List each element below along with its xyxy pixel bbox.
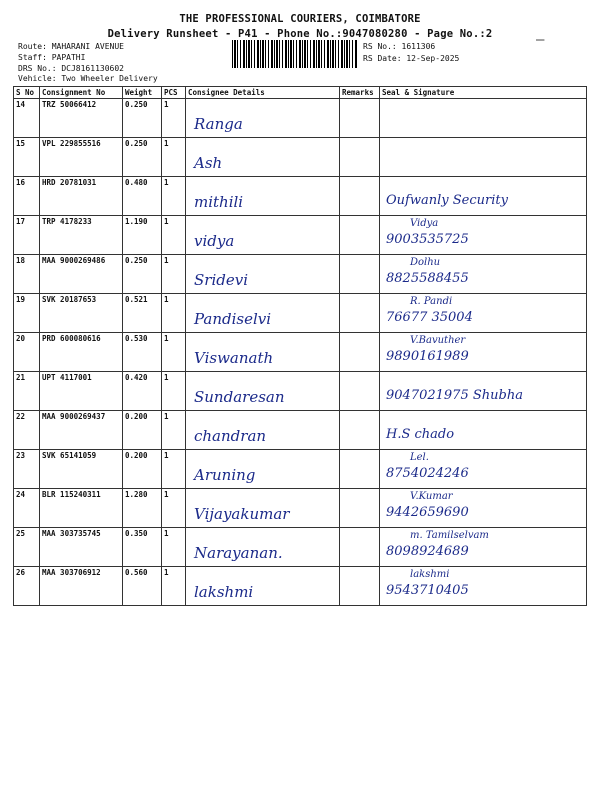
- row-consignment-no: TRP 4178233: [40, 216, 123, 255]
- row-pcs: 1: [162, 450, 186, 489]
- signature-name: V.Kumar: [410, 491, 453, 502]
- rs-date: RS Date: 12-Sep-2025: [363, 54, 460, 63]
- row-pcs: 1: [162, 333, 186, 372]
- row-pcs: 1: [162, 294, 186, 333]
- signature-name: R. Pandi: [410, 296, 453, 307]
- row-remarks: [340, 333, 380, 372]
- consignee-handwriting: Pandiselvi: [194, 310, 272, 328]
- row-weight: 0.350: [123, 528, 162, 567]
- row-sno: 23: [14, 450, 40, 489]
- row-sno: 26: [14, 567, 40, 606]
- row-consignee: [186, 372, 340, 411]
- row-weight: 0.250: [123, 99, 162, 138]
- table-row: [14, 411, 587, 450]
- signature-name: Lel.: [410, 452, 429, 463]
- signature-name: Vidya: [410, 218, 439, 229]
- row-weight: 0.560: [123, 567, 162, 606]
- row-consignee: [186, 255, 340, 294]
- row-consignee: [186, 216, 340, 255]
- row-consignment-no: VPL 229855516: [40, 138, 123, 177]
- staff-label: Staff: PAPATHI: [18, 53, 86, 62]
- consignee-handwriting: vidya: [194, 232, 235, 250]
- row-pcs: 1: [162, 255, 186, 294]
- signature-name: Dolhu: [410, 257, 441, 268]
- row-sno: 15: [14, 138, 40, 177]
- row-consignment-no: MAA 303735745: [40, 528, 123, 567]
- consignee-handwriting: chandran: [194, 427, 267, 445]
- row-pcs: 1: [162, 372, 186, 411]
- row-weight: 0.250: [123, 255, 162, 294]
- row-sno: 16: [14, 177, 40, 216]
- consignee-handwriting: Ash: [194, 154, 223, 172]
- row-consignment-no: BLR 115240311: [40, 489, 123, 528]
- row-consignee: [186, 411, 340, 450]
- row-seal-signature: [380, 216, 587, 255]
- row-consignee: [186, 99, 340, 138]
- consignee-handwriting: mithili: [194, 193, 244, 211]
- row-consignment-no: SVK 65141059: [40, 450, 123, 489]
- table-row: [14, 138, 587, 177]
- table-row: [14, 255, 587, 294]
- row-weight: 1.190: [123, 216, 162, 255]
- signature-phone: 9543710405: [386, 583, 469, 598]
- signature-phone: H.S chado: [386, 427, 455, 442]
- row-consignment-no: SVK 20187653: [40, 294, 123, 333]
- table-row: [14, 294, 587, 333]
- row-remarks: [340, 294, 380, 333]
- table-row: [14, 372, 587, 411]
- table-row: [14, 99, 587, 138]
- row-consignment-no: MAA 303706912: [40, 567, 123, 606]
- row-weight: 1.280: [123, 489, 162, 528]
- row-weight: 0.530: [123, 333, 162, 372]
- col-sno: S No: [14, 87, 40, 99]
- table-row: [14, 528, 587, 567]
- row-consignee: [186, 333, 340, 372]
- col-weight: Weight: [123, 87, 162, 99]
- row-seal-signature: [380, 99, 587, 138]
- signature-phone: 9442659690: [386, 505, 469, 520]
- row-sno: 20: [14, 333, 40, 372]
- row-seal-signature: [380, 372, 587, 411]
- row-remarks: [340, 567, 380, 606]
- row-pcs: 1: [162, 216, 186, 255]
- row-sno: 22: [14, 411, 40, 450]
- row-remarks: [340, 177, 380, 216]
- signature-phone: 8754024246: [386, 466, 469, 481]
- table-row: [14, 450, 587, 489]
- row-sno: 25: [14, 528, 40, 567]
- row-pcs: 1: [162, 528, 186, 567]
- runsheet-subtitle: Delivery Runsheet - P41 - Phone No.:9047080280 - Page No.:2: [107, 28, 493, 40]
- row-remarks: [340, 216, 380, 255]
- row-remarks: [340, 372, 380, 411]
- signature-name: m. Tamilselvam: [410, 530, 489, 541]
- row-remarks: [340, 528, 380, 567]
- consignee-handwriting: Sridevi: [194, 271, 248, 289]
- table-row: [14, 567, 587, 606]
- signature-phone: Oufwanly Security: [386, 193, 508, 208]
- row-pcs: 1: [162, 567, 186, 606]
- row-seal-signature: [380, 450, 587, 489]
- runsheet-table: [13, 86, 587, 606]
- row-pcs: 1: [162, 411, 186, 450]
- row-seal-signature: [380, 255, 587, 294]
- row-consignee: [186, 528, 340, 567]
- table-header: [14, 87, 587, 99]
- table-row: [14, 489, 587, 528]
- consignee-handwriting: Aruning: [194, 466, 256, 484]
- row-remarks: [340, 489, 380, 528]
- col-seal: Seal & Signature: [380, 87, 587, 99]
- row-seal-signature: [380, 528, 587, 567]
- row-consignment-no: MAA 9000269437: [40, 411, 123, 450]
- row-consignee: [186, 489, 340, 528]
- row-weight: 0.200: [123, 411, 162, 450]
- signature-phone: 76677 35004: [386, 310, 473, 325]
- row-sno: 19: [14, 294, 40, 333]
- consignee-handwriting: Viswanath: [194, 349, 274, 367]
- signature-phone: 9890161989: [386, 349, 469, 364]
- row-seal-signature: [380, 333, 587, 372]
- drs-label: DRS No.: DCJ8161130602: [18, 64, 124, 73]
- row-remarks: [340, 138, 380, 177]
- row-consignee: [186, 138, 340, 177]
- row-consignment-no: UPT 4117001: [40, 372, 123, 411]
- signature-phone: 9003535725: [386, 232, 469, 247]
- row-pcs: 1: [162, 489, 186, 528]
- vehicle-label: Vehicle: Two Wheeler Delivery: [18, 74, 158, 83]
- col-consignment: Consignment No: [40, 87, 123, 99]
- row-pcs: 1: [162, 177, 186, 216]
- consignee-handwriting: lakshmi: [194, 583, 254, 601]
- rs-number: RS No.: 1611306: [363, 42, 436, 51]
- row-seal-signature: [380, 489, 587, 528]
- signature-name: lakshmi: [410, 569, 450, 580]
- corner-mark: —: [536, 32, 545, 48]
- row-sno: 14: [14, 99, 40, 138]
- row-remarks: [340, 450, 380, 489]
- signature-phone: 8098924689: [386, 544, 469, 559]
- row-consignment-no: PRD 600080616: [40, 333, 123, 372]
- row-seal-signature: [380, 411, 587, 450]
- consignee-handwriting: Sundaresan: [194, 388, 285, 406]
- row-remarks: [340, 411, 380, 450]
- company-title: THE PROFESSIONAL COURIERS, COIMBATORE: [179, 13, 421, 25]
- row-weight: 0.250: [123, 138, 162, 177]
- barcode: [232, 40, 357, 68]
- row-consignee: [186, 567, 340, 606]
- row-consignee: [186, 177, 340, 216]
- table-row: [14, 216, 587, 255]
- row-remarks: [340, 99, 380, 138]
- row-consignment-no: HRD 20781031: [40, 177, 123, 216]
- row-weight: 0.521: [123, 294, 162, 333]
- row-sno: 17: [14, 216, 40, 255]
- row-consignee: [186, 294, 340, 333]
- row-remarks: [340, 255, 380, 294]
- route-label: Route: MAHARANI AVENUE: [18, 42, 124, 51]
- consignee-handwriting: Narayanan.: [194, 544, 283, 562]
- row-pcs: 1: [162, 138, 186, 177]
- table-row: [14, 333, 587, 372]
- consignee-handwriting: Vijayakumar: [194, 505, 290, 523]
- row-sno: 21: [14, 372, 40, 411]
- row-seal-signature: [380, 138, 587, 177]
- signature-phone: 9047021975 Shubha: [386, 388, 523, 403]
- row-seal-signature: [380, 294, 587, 333]
- signature-name: V.Bavuther: [410, 335, 466, 346]
- row-consignment-no: TRZ 50066412: [40, 99, 123, 138]
- row-weight: 0.480: [123, 177, 162, 216]
- row-consignee: [186, 450, 340, 489]
- row-consignment-no: MAA 9000269486: [40, 255, 123, 294]
- col-consignee: Consignee Details: [186, 87, 340, 99]
- row-weight: 0.200: [123, 450, 162, 489]
- consignee-handwriting: Ranga: [194, 115, 243, 133]
- row-sno: 18: [14, 255, 40, 294]
- col-remarks: Remarks: [340, 87, 380, 99]
- row-seal-signature: [380, 177, 587, 216]
- table-row: [14, 177, 587, 216]
- row-pcs: 1: [162, 99, 186, 138]
- row-seal-signature: [380, 567, 587, 606]
- row-weight: 0.420: [123, 372, 162, 411]
- row-sno: 24: [14, 489, 40, 528]
- col-pcs: PCS: [162, 87, 186, 99]
- signature-phone: 8825588455: [386, 271, 469, 286]
